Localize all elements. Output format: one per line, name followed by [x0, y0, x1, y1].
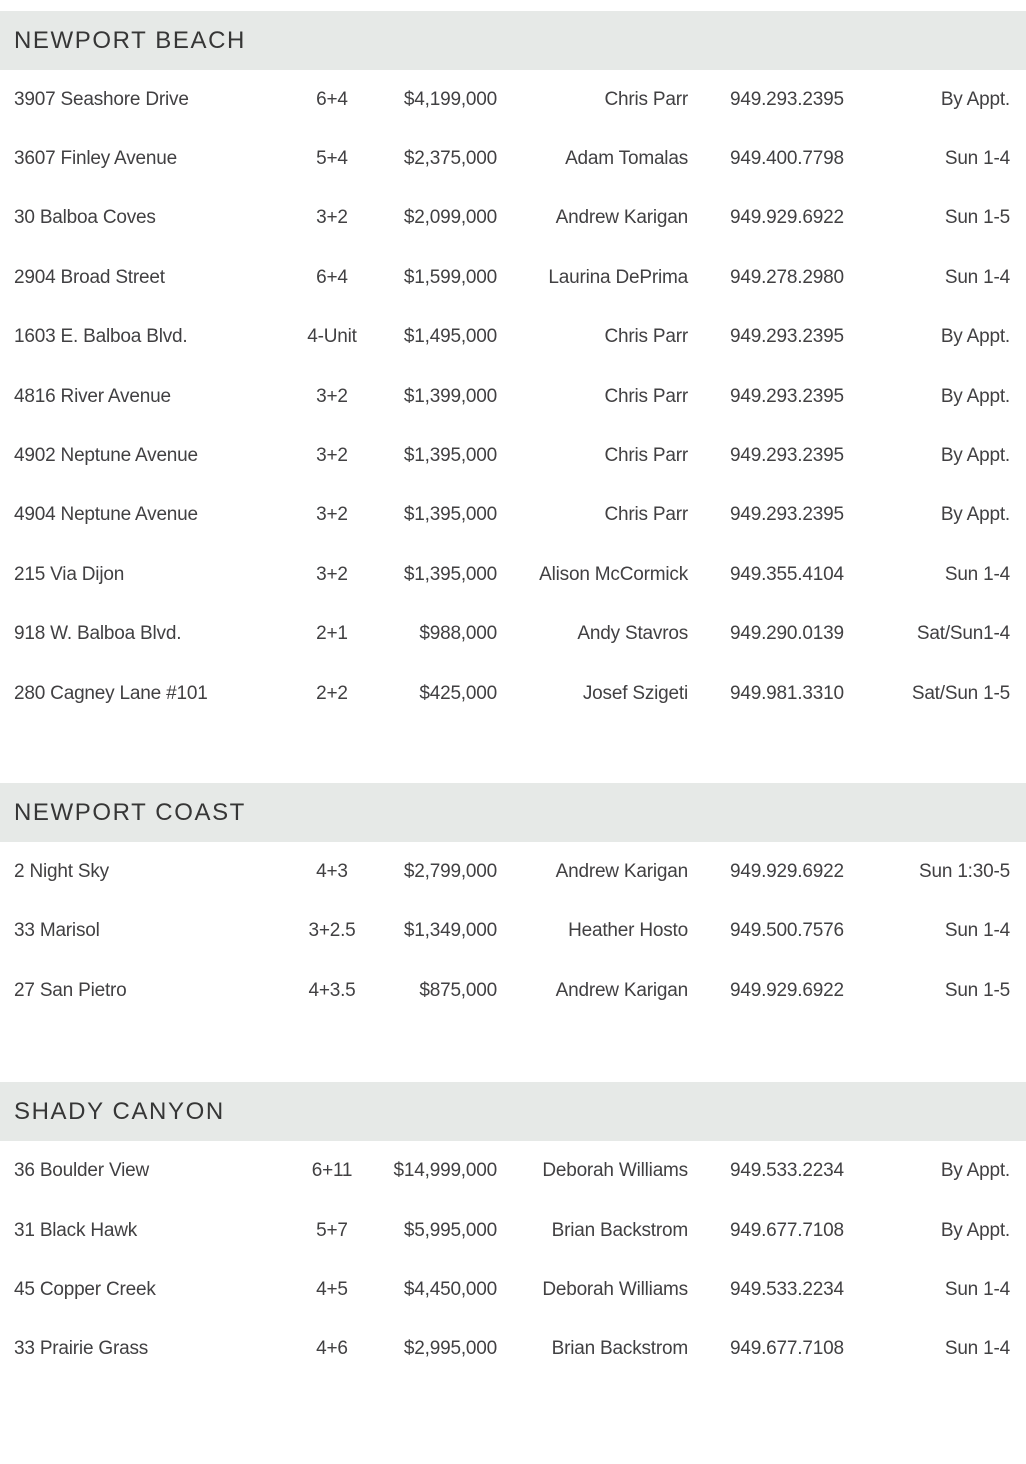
cell-price: $2,375,000: [403, 148, 497, 170]
cell-open-house-time: By Appt.: [940, 385, 1010, 407]
cell-agent-phone: 949.533.2234: [730, 1160, 844, 1182]
cell-beds-baths: 4+3: [316, 860, 348, 882]
listing-row: [0, 1320, 1026, 1379]
cell-agent-phone: 949.400.7798: [730, 148, 844, 170]
cell-open-house-time: By Appt.: [940, 1160, 1010, 1182]
cell-agent-name: Chris Parr: [604, 326, 688, 348]
cell-agent-name: Heather Hosto: [568, 920, 688, 942]
listing-row: [0, 664, 1026, 723]
cell-agent-name: Andrew Karigan: [555, 207, 688, 229]
listing-row: [0, 248, 1026, 307]
cell-agent-name: Laurina DePrima: [548, 266, 688, 288]
cell-price: $1,395,000: [403, 445, 497, 467]
cell-agent-phone: 949.290.0139: [730, 623, 844, 645]
cell-open-house-time: By Appt.: [940, 88, 1010, 110]
section-header: [0, 1082, 1026, 1141]
cell-open-house-time: Sun 1-4: [944, 1338, 1010, 1360]
cell-beds-baths: 4+6: [316, 1338, 348, 1360]
cell-open-house-time: Sun 1-5: [944, 979, 1010, 1001]
listing-row: [0, 70, 1026, 129]
cell-address: 2 Night Sky: [14, 860, 109, 882]
cell-price: $1,399,000: [403, 385, 497, 407]
cell-address: 215 Via Dijon: [14, 563, 125, 585]
city-section: [0, 783, 1026, 1020]
cell-agent-phone: 949.293.2395: [730, 326, 844, 348]
listing-row: [0, 605, 1026, 664]
cell-beds-baths: 6+11: [311, 1160, 353, 1182]
cell-agent-name: Brian Backstrom: [551, 1338, 688, 1360]
cell-agent-phone: 949.355.4104: [730, 563, 844, 585]
cell-address: 280 Cagney Lane #101: [14, 682, 208, 704]
cell-price: $1,599,000: [403, 266, 497, 288]
cell-beds-baths: 6+4: [316, 266, 348, 288]
cell-agent-name: Chris Parr: [604, 445, 688, 467]
cell-agent-phone: 949.293.2395: [730, 445, 844, 467]
cell-beds-baths: 3+2: [316, 563, 348, 585]
cell-address: 2904 Broad Street: [14, 266, 165, 288]
cell-beds-baths: 5+4: [316, 148, 348, 170]
cell-address: 4902 Neptune Avenue: [14, 445, 198, 467]
cell-agent-name: Brian Backstrom: [551, 1219, 688, 1241]
cell-address: 3907 Seashore Drive: [14, 88, 189, 110]
listing-row: [0, 1141, 1026, 1200]
cell-open-house-time: Sun 1:30-5: [919, 860, 1010, 882]
cell-open-house-time: By Appt.: [940, 445, 1010, 467]
cell-address: 3607 Finley Avenue: [14, 148, 177, 170]
cell-beds-baths: 3+2: [316, 445, 348, 467]
cell-address: 4816 River Avenue: [14, 385, 171, 407]
cell-address: 31 Black Hawk: [14, 1219, 138, 1241]
section-title: NEWPORT COAST: [14, 798, 246, 826]
cell-open-house-time: Sat/Sun 1-5: [911, 682, 1010, 704]
cell-agent-phone: 949.293.2395: [730, 385, 844, 407]
cell-open-house-time: Sun 1-4: [944, 266, 1010, 288]
listing-row: [0, 1201, 1026, 1260]
cell-price: $425,000: [419, 682, 497, 704]
listing-row: [0, 545, 1026, 604]
cell-address: 1603 E. Balboa Blvd.: [14, 326, 188, 348]
cell-price: $1,495,000: [403, 326, 497, 348]
cell-open-house-time: By Appt.: [940, 504, 1010, 526]
cell-open-house-time: Sun 1-5: [944, 207, 1010, 229]
section-title: NEWPORT BEACH: [14, 26, 246, 54]
section-header: [0, 11, 1026, 70]
cell-address: 33 Marisol: [14, 920, 100, 942]
cell-price: $2,995,000: [403, 1338, 497, 1360]
listing-row: [0, 367, 1026, 426]
cell-agent-name: Andrew Karigan: [555, 979, 688, 1001]
cell-agent-phone: 949.929.6922: [730, 207, 844, 229]
listing-row: [0, 129, 1026, 188]
cell-open-house-time: By Appt.: [940, 326, 1010, 348]
cell-open-house-time: Sun 1-4: [944, 1278, 1010, 1300]
cell-agent-phone: 949.293.2395: [730, 504, 844, 526]
cell-agent-name: Chris Parr: [604, 385, 688, 407]
cell-address: 45 Copper Creek: [14, 1278, 156, 1300]
cell-address: 36 Boulder View: [14, 1160, 150, 1182]
cell-agent-phone: 949.981.3310: [730, 682, 844, 704]
listing-rows: [0, 1141, 1026, 1379]
cell-agent-name: Chris Parr: [604, 504, 688, 526]
listing-row: [0, 308, 1026, 367]
cell-price: $4,450,000: [403, 1278, 497, 1300]
cell-agent-phone: 949.293.2395: [730, 88, 844, 110]
listing-row: [0, 961, 1026, 1020]
cell-agent-phone: 949.677.7108: [730, 1338, 844, 1360]
cell-agent-phone: 949.929.6922: [730, 979, 844, 1001]
cell-open-house-time: Sun 1-4: [944, 563, 1010, 585]
cell-price: $1,395,000: [403, 504, 497, 526]
cell-agent-name: Chris Parr: [604, 88, 688, 110]
cell-address: 4904 Neptune Avenue: [14, 504, 198, 526]
cell-open-house-time: Sun 1-4: [944, 920, 1010, 942]
listing-row: [0, 486, 1026, 545]
listing-rows: [0, 70, 1026, 723]
cell-price: $14,999,000: [393, 1160, 497, 1182]
listing-row: [0, 902, 1026, 961]
cell-price: $1,395,000: [403, 563, 497, 585]
listing-row: [0, 426, 1026, 485]
cell-beds-baths: 2+1: [316, 623, 348, 645]
cell-open-house-time: By Appt.: [940, 1219, 1010, 1241]
cell-agent-phone: 949.677.7108: [730, 1219, 844, 1241]
cell-agent-name: Josef Szigeti: [582, 682, 688, 704]
city-section: [0, 11, 1026, 723]
listing-rows: [0, 842, 1026, 1020]
cell-address: 30 Balboa Coves: [14, 207, 156, 229]
cell-beds-baths: 3+2: [316, 207, 348, 229]
cell-agent-phone: 949.278.2980: [730, 266, 844, 288]
section-title: SHADY CANYON: [14, 1097, 225, 1125]
cell-beds-baths: 4+5: [316, 1278, 348, 1300]
cell-price: $5,995,000: [403, 1219, 497, 1241]
cell-price: $4,199,000: [403, 88, 497, 110]
cell-beds-baths: 5+7: [316, 1219, 348, 1241]
cell-agent-name: Deborah Williams: [542, 1278, 688, 1300]
cell-beds-baths: 3+2.5: [308, 920, 356, 942]
cell-price: $2,799,000: [403, 860, 497, 882]
cell-agent-phone: 949.533.2234: [730, 1278, 844, 1300]
section-header: [0, 783, 1026, 842]
cell-price: $875,000: [419, 979, 497, 1001]
cell-beds-baths: 4-Unit: [307, 326, 357, 348]
cell-beds-baths: 3+2: [316, 385, 348, 407]
cell-address: 33 Prairie Grass: [14, 1338, 149, 1360]
cell-price: $1,349,000: [403, 920, 497, 942]
cell-price: $2,099,000: [403, 207, 497, 229]
cell-open-house-time: Sun 1-4: [944, 148, 1010, 170]
cell-address: 918 W. Balboa Blvd.: [14, 623, 182, 645]
cell-agent-name: Adam Tomalas: [565, 148, 688, 170]
cell-beds-baths: 3+2: [316, 504, 348, 526]
cell-agent-name: Deborah Williams: [542, 1160, 688, 1182]
cell-address: 27 San Pietro: [14, 979, 127, 1001]
cell-open-house-time: Sat/Sun1-4: [916, 623, 1010, 645]
cell-beds-baths: 6+4: [316, 88, 348, 110]
cell-beds-baths: 4+3.5: [308, 979, 356, 1001]
listing-row: [0, 1260, 1026, 1319]
cell-beds-baths: 2+2: [316, 682, 348, 704]
cell-agent-phone: 949.929.6922: [730, 860, 844, 882]
cell-agent-name: Alison McCormick: [539, 563, 688, 585]
city-section: [0, 1082, 1026, 1379]
cell-agent-name: Andrew Karigan: [555, 860, 688, 882]
cell-agent-phone: 949.500.7576: [730, 920, 844, 942]
cell-price: $988,000: [419, 623, 497, 645]
cell-agent-name: Andy Stavros: [577, 623, 688, 645]
listing-row: [0, 189, 1026, 248]
listing-row: [0, 842, 1026, 901]
